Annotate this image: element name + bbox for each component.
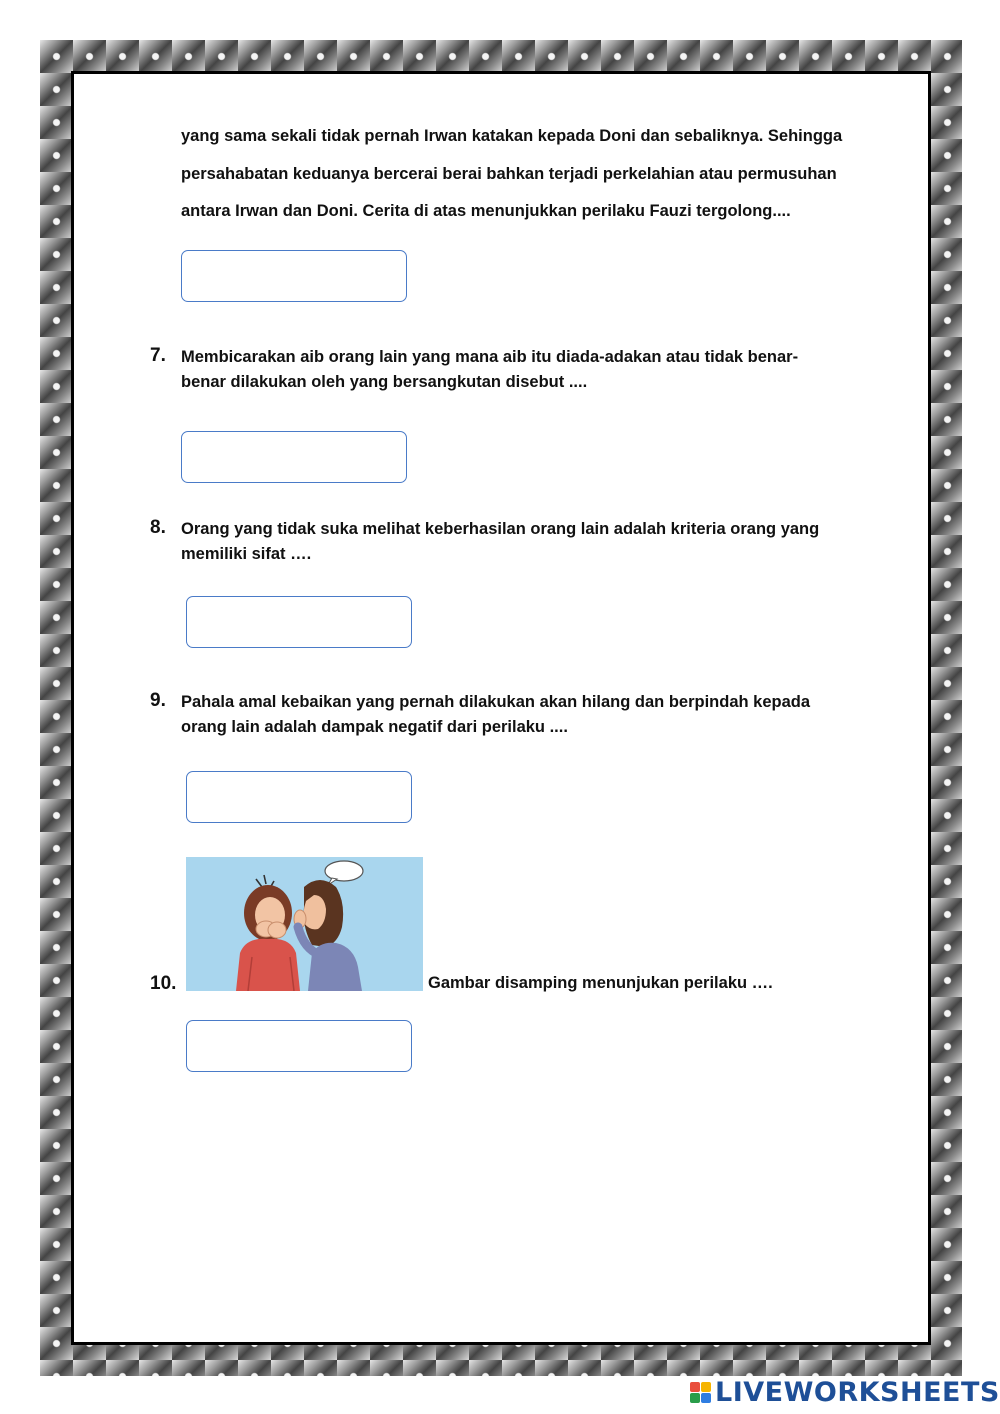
question-10-text: Gambar disamping menunjukan perilaku …. xyxy=(428,974,773,992)
brand-square-green xyxy=(690,1393,700,1403)
answer-field-q8[interactable] xyxy=(186,596,412,648)
question-6-line-1: yang sama sekali tidak pernah Irwan katakan kepada Doni dan sebaliknya. Sehingga xyxy=(181,127,843,145)
brand-square-yellow xyxy=(701,1382,711,1392)
liveworksheets-logo xyxy=(690,1376,1000,1408)
question-7-text xyxy=(181,345,871,395)
question-8-number: 8. xyxy=(150,517,166,538)
question-7-line-1: Membicarakan aib orang lain yang mana aib itu diada-adakan atau tidak benar- xyxy=(181,348,799,366)
question-6-text xyxy=(181,118,901,231)
answer-field-q9[interactable] xyxy=(186,771,412,823)
question-9-text xyxy=(181,690,871,740)
answer-field-q10[interactable] xyxy=(186,1020,412,1072)
brand-grid-icon xyxy=(690,1382,711,1403)
question-8-line-2: memiliki sifat …. xyxy=(181,545,312,563)
question-10-number: 10. xyxy=(150,973,177,994)
question-9-line-2: orang lain adalah dampak negatif dari perilaku .... xyxy=(181,718,568,736)
question-9-line-1: Pahala amal kebaikan yang pernah dilakukan akan hilang dan berpindah kepada xyxy=(181,693,811,711)
question-6-line-2: persahabatan keduanya bercerai berai bahkan terjadi perkelahian atau permusuhan xyxy=(181,164,837,183)
answer-field-q6[interactable] xyxy=(181,250,407,302)
answer-field-q7[interactable] xyxy=(181,431,407,483)
question-7-number: 7. xyxy=(150,345,166,366)
brand-name: LIVEWORKSHEETS xyxy=(715,1376,1000,1408)
question-8-text xyxy=(181,517,871,567)
gossip-illustration xyxy=(186,857,423,991)
brand-square-blue xyxy=(701,1393,711,1403)
brand-square-red xyxy=(690,1382,700,1392)
question-8-line-1: Orang yang tidak suka melihat keberhasilan orang lain adalah kriteria orang yang xyxy=(181,520,820,538)
two-women-whispering-image xyxy=(186,857,423,991)
question-9-number: 9. xyxy=(150,690,166,711)
question-7-line-2: benar dilakukan oleh yang bersangkutan disebut .... xyxy=(181,373,588,391)
question-6-line-3: antara Irwan dan Doni. Cerita di atas menunjukkan perilaku Fauzi tergolong.... xyxy=(181,202,791,220)
